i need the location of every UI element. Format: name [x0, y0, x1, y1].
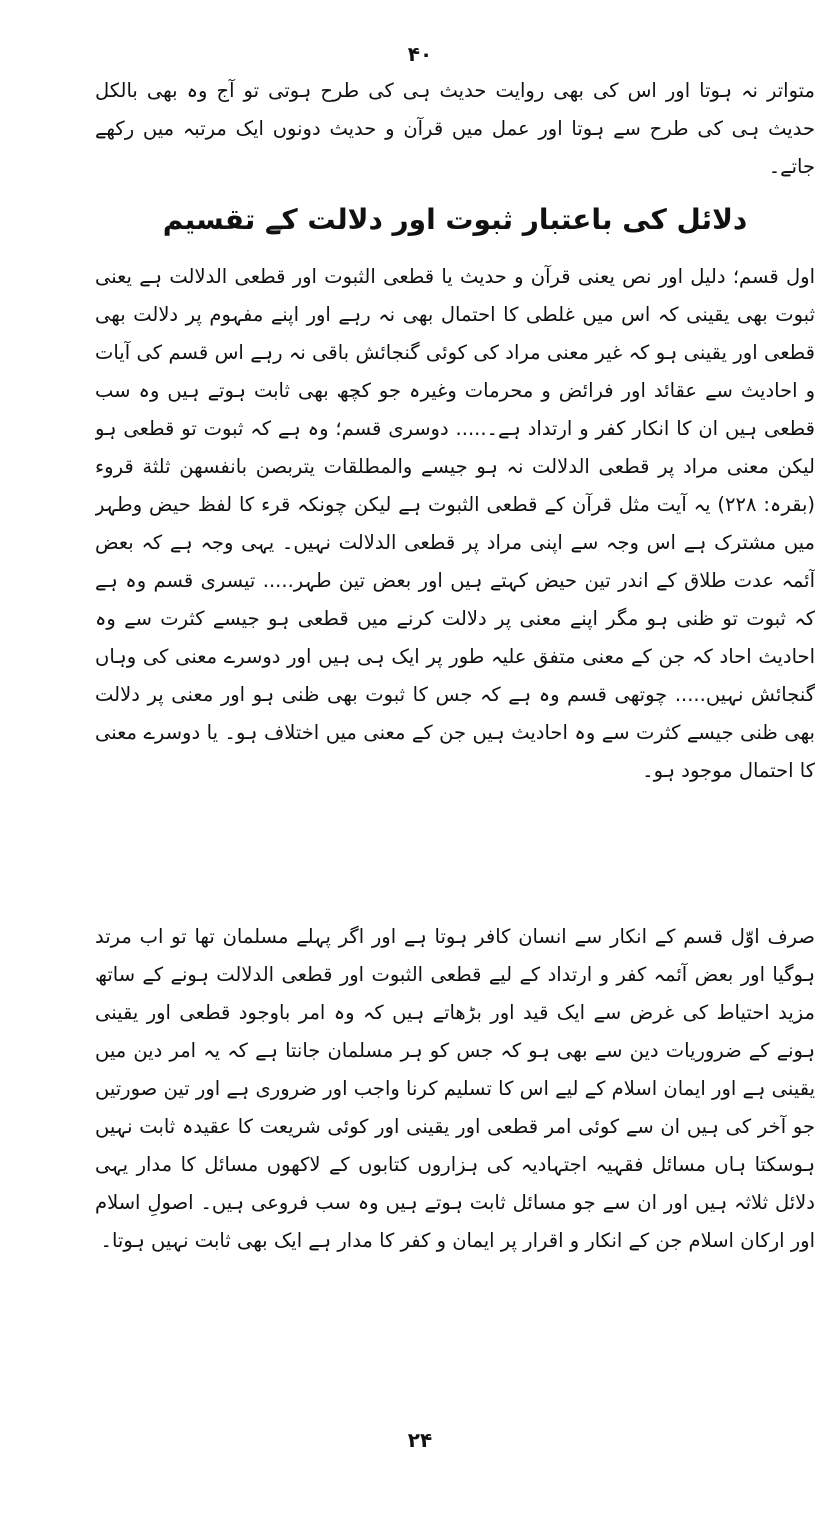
section-heading: دلائل کی باعتبار ثبوت اور دلالت کے تقسیم — [162, 203, 748, 236]
page-number-bottom: ۲۴ — [407, 1428, 433, 1452]
conclusion-paragraph: صرف اوّل قسم کے انکار سے انسان کافر ہوتا ہے اور اگر پہلے مسلمان تھا تو اب مرتد ہوگیا اور بعض آئمہ کفر و ارتداد کے لیے قطعی الثبوت اور قطعی الدلالت ہونے کے ساتھ مزید احتیاط کی غرض سے ایک قید اور بڑھاتے ہیں کہ وہ امر باوجود قطعی اور یقینی ہونے کے ضروریات دین سے بھی ہو کہ جس کو ہر مسلمان جانتا ہے کہ یہ امر دین میں یقینی ہے اور ایمان اسلام کے لیے اس کا تسلیم کرنا واجب اور ضروری ہے اور تین صورتیں جو آخر کی ہیں ان سے کوئی امر قطعی اور یقینی اور کوئی شریعت کا عقیدہ ثابت نہیں ہوسکتا ہاں مسائل فقہیہ اجتہادیہ کی ہزاروں کتابوں کے لاکھوں مسائل کا مدار یہی دلائل ثلاثہ ہیں اور ان سے جو مسائل ثابت ہوتے ہیں وہ سب فروعی ہیں۔ اصولِ اسلام اور ارکان اسلام جن کے انکار و اقرار پر ایمان و کفر کا مدار ہے ایک بھی ثابت نہیں ہوتا۔ — [95, 925, 815, 1252]
categories-paragraph: اول قسم؛ دلیل اور نص یعنی قرآن و حدیث یا قطعی الثبوت اور قطعی الدلالت ہے یعنی ثبوت بھی یقینی کہ اس میں غلطی کا احتمال بھی نہ رہے اور اپنے مفہوم پر دلالت بھی قطعی اور یقینی ہو کہ غیر معنی مراد کی کوئی گنجائش باقی نہ رہے اس قسم کی آیات و احادیث سے عقائد اور فرائض و محرمات وغیرہ جو کچھ بھی ثابت ہوتے ہیں وہ سب قطعی ہیں ان کا انکار کفر و ارتداد ہے۔..... دوسری قسم؛ وہ ہے کہ ثبوت تو قطعی ہو لیکن معنی مراد پر قطعی الدلالت نہ ہو جیسے والمطلقات یتربصن بانفسهن ثلثة قروء (بقرہ: ۲۲۸) یہ آیت مثل قرآن کے قطعی الثبوت ہے لیکن چونکہ قرء کا لفظ حیض وطہر میں مشترک ہے اس وجہ سے اپنی مراد پر قطعی الدلالت نہیں۔ یہی وجہ ہے کہ بعض آئمہ عدت طلاق کے اندر تین حیض کہتے ہیں اور بعض تین طہر..... تیسری قسم وہ ہے کہ ثبوت تو ظنی ہو مگر اپنے معنی پر دلالت کرنے میں قطعی ہو جیسے کثرت سے وہ احادیث احاد کہ جن کے معنی متفق علیہ طور پر ایک ہی ہیں اور دوسرے معنی کی وہاں گنجائش نہیں..... چوتھی قسم وہ ہے کہ جس کا ثبوت بھی ظنی ہو اور معنی پر دلالت بھی ظنی جیسے کثرت سے وہ احادیث ہیں جن کے معنی میں اختلاف ہو۔ یا دوسرے معنی کا احتمال موجود ہو۔ — [95, 265, 815, 782]
intro-paragraph: متواتر نہ ہوتا اور اس کی بھی روایت حدیث ہی کی طرح ہوتی تو آج وہ بھی بالکل حدیث ہی کی طرح سے ہوتا اور عمل میں قرآن و حدیث دونوں ایک مرتبہ میں رکھے جاتے۔ — [95, 79, 815, 178]
page-number-top: ۴۰ — [407, 42, 433, 66]
